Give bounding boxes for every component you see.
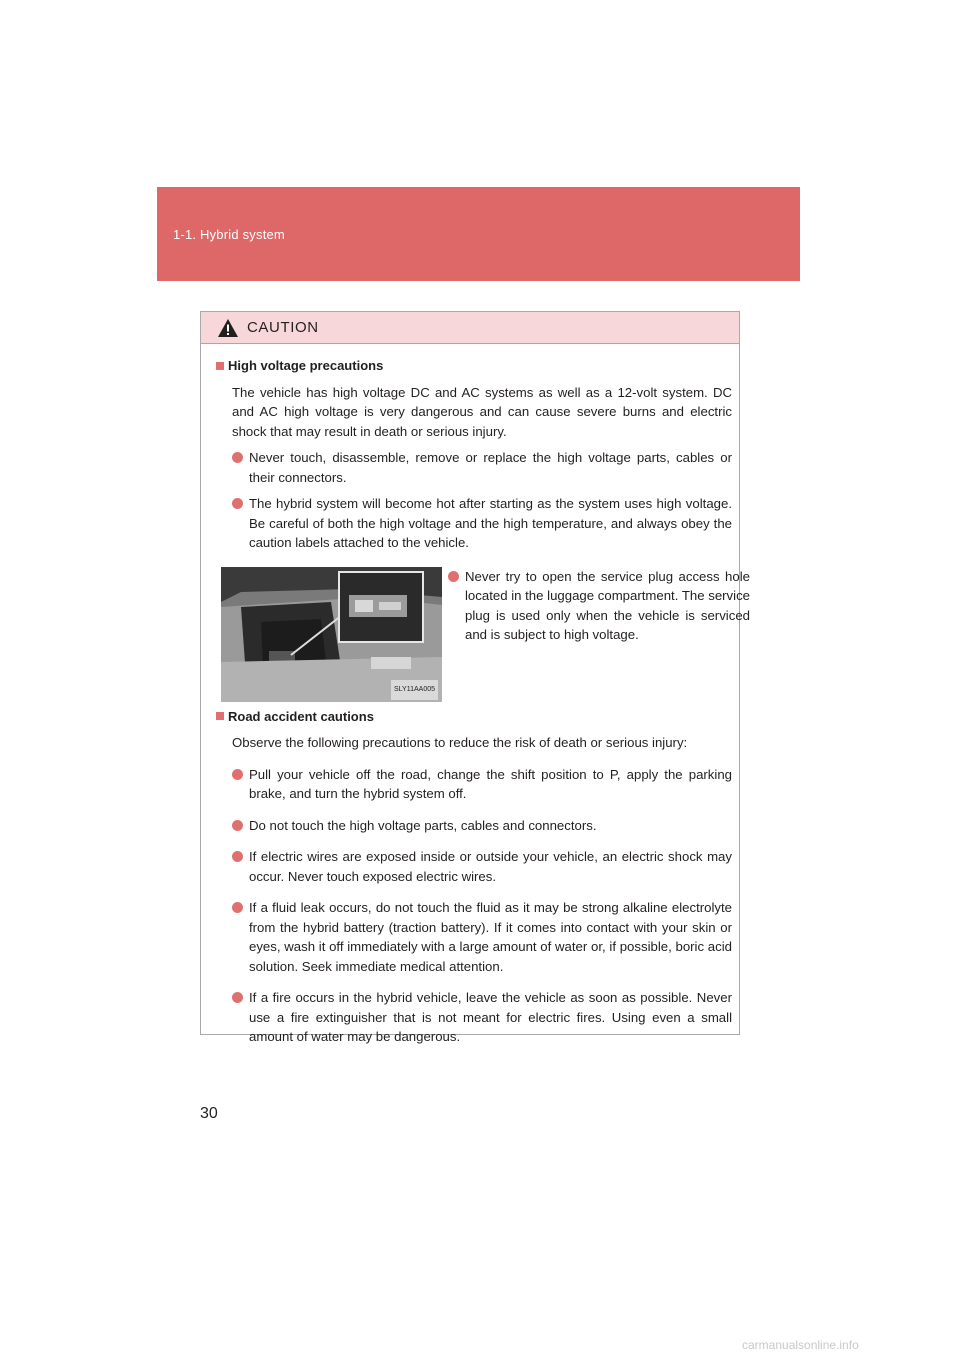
list-item <box>232 898 732 976</box>
section-title: 1-1. Hybrid system <box>173 227 285 242</box>
list-item-text: Do not touch the high voltage parts, cables and connectors. <box>249 817 597 833</box>
round-bullet-icon <box>232 769 243 780</box>
caution-title: CAUTION <box>247 319 319 336</box>
warning-triangle-icon <box>217 318 239 338</box>
list-item-text: If a fluid leak occurs, do not touch the fluid as it may be strong alkaline electrolyte from the hybrid battery (traction battery). If it comes into contact with your skin or eyes, wash it off immediately with a large amount of water or, if possible, boric acid solution. Seek immediate medical attention. <box>249 900 732 974</box>
luggage-compartment-photo <box>221 567 442 702</box>
list-item-text: If a fire occurs in the hybrid vehicle, leave the vehicle as soon as possible. Never use a fire extinguisher that is not meant for electric fires. Using even a small amount of water may be dangerous. <box>249 990 732 1044</box>
caution-box <box>200 311 750 1044</box>
square-bullet-icon <box>216 712 224 720</box>
figure-code: SLY11AA005 <box>391 680 438 700</box>
list-item <box>232 816 732 836</box>
list-item <box>232 847 732 886</box>
list-item <box>232 448 732 487</box>
list-item <box>232 765 732 804</box>
service-plug-figure-row <box>216 567 750 707</box>
high-voltage-intro: The vehicle has high voltage DC and AC systems as well as a 12-volt system. DC and AC high voltage is very dangerous and can cause severe burns and electric shock that may result in death or serious injury. <box>232 384 732 439</box>
round-bullet-icon <box>232 820 243 831</box>
round-bullet-icon <box>232 902 243 913</box>
road-accident-heading <box>216 707 732 727</box>
square-bullet-icon <box>216 362 224 370</box>
list-item <box>232 494 732 553</box>
watermark-link[interactable]: carmanualsonline.info <box>742 1338 859 1352</box>
list-item-text: If electric wires are exposed inside or outside your vehicle, an electric shock may occur. Never touch exposed electric wires. <box>249 849 732 884</box>
list-item-text: Never try to open the service plug access hole located in the luggage compartment. The service plug is used only when the vehicle is serviced and is subject to high voltage. <box>465 568 750 642</box>
high-voltage-heading <box>216 356 732 376</box>
page-number: 30 <box>200 1105 218 1122</box>
list-item <box>448 567 750 645</box>
section-header-band <box>157 187 800 281</box>
caution-header <box>201 312 739 344</box>
heading-text: High voltage precautions <box>228 358 384 373</box>
list-item <box>232 988 732 1047</box>
round-bullet-icon <box>448 571 459 582</box>
list-item-text: Never touch, disassemble, remove or replace the high voltage parts, cables or their connectors. <box>249 450 732 485</box>
round-bullet-icon <box>232 452 243 463</box>
round-bullet-icon <box>232 851 243 862</box>
road-accident-intro: Observe the following precautions to reduce the risk of death or serious injury: <box>232 735 688 750</box>
caution-content <box>201 344 750 1047</box>
round-bullet-icon <box>232 992 243 1003</box>
list-item-text: The hybrid system will become hot after starting as the system uses high voltage. Be careful of both the high voltage and the high temperature, and always obey the caution labels attached to the vehicle. <box>249 496 732 550</box>
list-item-text: Pull your vehicle off the road, change the shift position to P, apply the parking brake, and turn the hybrid system off. <box>249 766 732 801</box>
round-bullet-icon <box>232 498 243 509</box>
heading-text: Road accident cautions <box>228 708 374 724</box>
